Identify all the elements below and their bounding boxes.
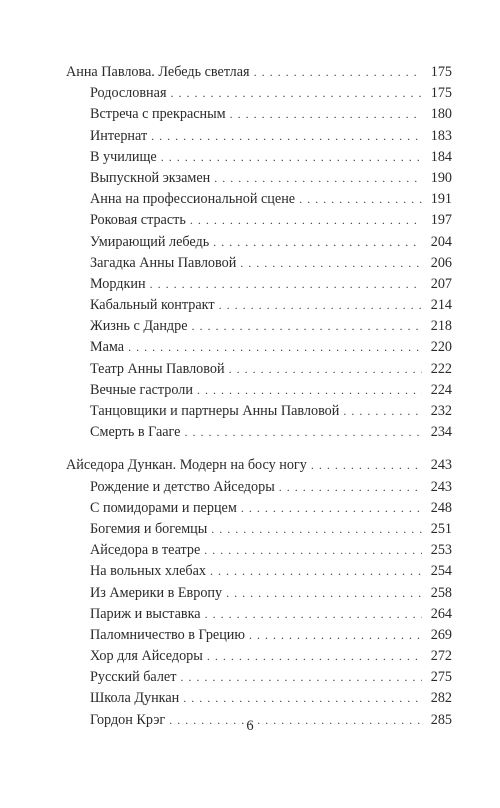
subentry-title: Выпускной экзамен [90, 168, 214, 189]
toc-subentry [66, 359, 452, 380]
page-number: 191 [422, 189, 452, 210]
page-number: 253 [422, 540, 452, 561]
toc-subentry [66, 210, 452, 231]
toc-subentry [66, 168, 452, 189]
dot-leader [211, 519, 422, 540]
dot-leader [311, 455, 422, 476]
subentry-title: На вольных хлебах [90, 561, 210, 582]
page-number: 282 [422, 688, 452, 709]
toc-subentry [66, 477, 452, 498]
subentry-title: Русский балет [90, 667, 180, 688]
dot-leader [343, 401, 422, 422]
subentry-title: Родословная [90, 83, 170, 104]
page-number: 175 [422, 62, 452, 83]
toc-subentry [66, 253, 452, 274]
toc-subentry [66, 104, 452, 125]
page-number: 248 [422, 498, 452, 519]
dot-leader [299, 189, 422, 210]
page-number: 269 [422, 625, 452, 646]
chapter-title: Айседора Дункан. Модерн на босу ногу [66, 455, 311, 476]
page-number: 183 [422, 126, 452, 147]
subentry-title: Школа Дункан [90, 688, 183, 709]
dot-leader [229, 359, 422, 380]
subentry-title: Рождение и детство Айседоры [90, 477, 279, 498]
toc-subentry [66, 561, 452, 582]
subentry-title: Мама [90, 337, 128, 358]
page-number: 180 [422, 104, 452, 125]
dot-leader [213, 232, 422, 253]
subentry-title: Из Америки в Европу [90, 583, 226, 604]
subentry-title: Гордон Крэг [90, 710, 169, 731]
toc-subentry [66, 422, 452, 443]
page-number: 220 [422, 337, 452, 358]
toc-subentry [66, 667, 452, 688]
dot-leader [230, 104, 422, 125]
page-number: 258 [422, 583, 452, 604]
dot-leader [190, 210, 422, 231]
page-number: 190 [422, 168, 452, 189]
dot-leader [279, 477, 422, 498]
toc-section-duncan [66, 455, 452, 730]
toc-chapter-entry [66, 455, 452, 476]
dot-leader [184, 422, 422, 443]
page-number: 285 [422, 710, 452, 731]
toc-subentry [66, 498, 452, 519]
dot-leader [180, 667, 422, 688]
page-number: 264 [422, 604, 452, 625]
dot-leader [161, 147, 422, 168]
toc-subentry [66, 380, 452, 401]
page-number: 224 [422, 380, 452, 401]
page-number: 272 [422, 646, 452, 667]
toc-subentry [66, 147, 452, 168]
dot-leader [151, 126, 422, 147]
toc-subentry [66, 401, 452, 422]
dot-leader [226, 583, 422, 604]
toc-subentry [66, 540, 452, 561]
page-number: 204 [422, 232, 452, 253]
subentry-title: Хор для Айседоры [90, 646, 207, 667]
page-number: 243 [422, 455, 452, 476]
subentry-title: Кабальный контракт [90, 295, 219, 316]
dot-leader [197, 380, 422, 401]
toc-section-pavlova [66, 62, 452, 443]
chapter-title: Анна Павлова. Лебедь светлая [66, 62, 254, 83]
dot-leader [204, 540, 422, 561]
page-number: 232 [422, 401, 452, 422]
page-folio: 6 [246, 718, 254, 734]
subentry-title: Жизнь с Дандре [90, 316, 192, 337]
page-number: 234 [422, 422, 452, 443]
dot-leader [170, 83, 422, 104]
subentry-title: Танцовщики и партнеры Анны Павловой [90, 401, 343, 422]
subentry-title: Мордкин [90, 274, 150, 295]
subentry-title: Богемия и богемцы [90, 519, 211, 540]
subentry-title: С помидорами и перцем [90, 498, 241, 519]
toc-subentry [66, 189, 452, 210]
dot-leader [205, 604, 422, 625]
page-number: 214 [422, 295, 452, 316]
toc-subentry [66, 625, 452, 646]
dot-leader [241, 498, 422, 519]
dot-leader [183, 688, 422, 709]
toc-subentry [66, 83, 452, 104]
toc-subentry [66, 337, 452, 358]
subentry-title: Паломничество в Грецию [90, 625, 249, 646]
dot-leader [254, 62, 422, 83]
subentry-title: Вечные гастроли [90, 380, 197, 401]
dot-leader [192, 316, 422, 337]
toc-subentry [66, 604, 452, 625]
page-number: 254 [422, 561, 452, 582]
toc-subentry [66, 519, 452, 540]
page-number: 207 [422, 274, 452, 295]
dot-leader [249, 625, 422, 646]
subentry-title: Интернат [90, 126, 151, 147]
toc-subentry [66, 646, 452, 667]
toc-subentry [66, 274, 452, 295]
page-number: 275 [422, 667, 452, 688]
page-number: 206 [422, 253, 452, 274]
toc-subentry [66, 583, 452, 604]
toc-subentry [66, 232, 452, 253]
page-number: 243 [422, 477, 452, 498]
toc-chapter-entry [66, 62, 452, 83]
dot-leader [240, 253, 422, 274]
page-number: 218 [422, 316, 452, 337]
subentry-title: Встреча с прекрасным [90, 104, 230, 125]
dot-leader [214, 168, 422, 189]
table-of-contents [66, 62, 452, 731]
subentry-title: Смерть в Гааге [90, 422, 184, 443]
subentry-title: Анна на профессиональной сцене [90, 189, 299, 210]
subentry-title: В училище [90, 147, 161, 168]
page-number: 222 [422, 359, 452, 380]
subentry-title: Париж и выставка [90, 604, 205, 625]
subentry-title: Роковая страсть [90, 210, 190, 231]
page-number: 184 [422, 147, 452, 168]
toc-subentry [66, 295, 452, 316]
subentry-title: Айседора в театре [90, 540, 204, 561]
toc-subentry [66, 126, 452, 147]
toc-subentry [66, 316, 452, 337]
page-number: 197 [422, 210, 452, 231]
dot-leader [207, 646, 422, 667]
dot-leader [128, 337, 422, 358]
dot-leader [210, 561, 422, 582]
toc-subentry [66, 688, 452, 709]
page-number: 251 [422, 519, 452, 540]
dot-leader [150, 274, 422, 295]
dot-leader [219, 295, 422, 316]
subentry-title: Театр Анны Павловой [90, 359, 229, 380]
subentry-title: Умирающий лебедь [90, 232, 213, 253]
subentry-title: Загадка Анны Павловой [90, 253, 240, 274]
page-number: 175 [422, 83, 452, 104]
